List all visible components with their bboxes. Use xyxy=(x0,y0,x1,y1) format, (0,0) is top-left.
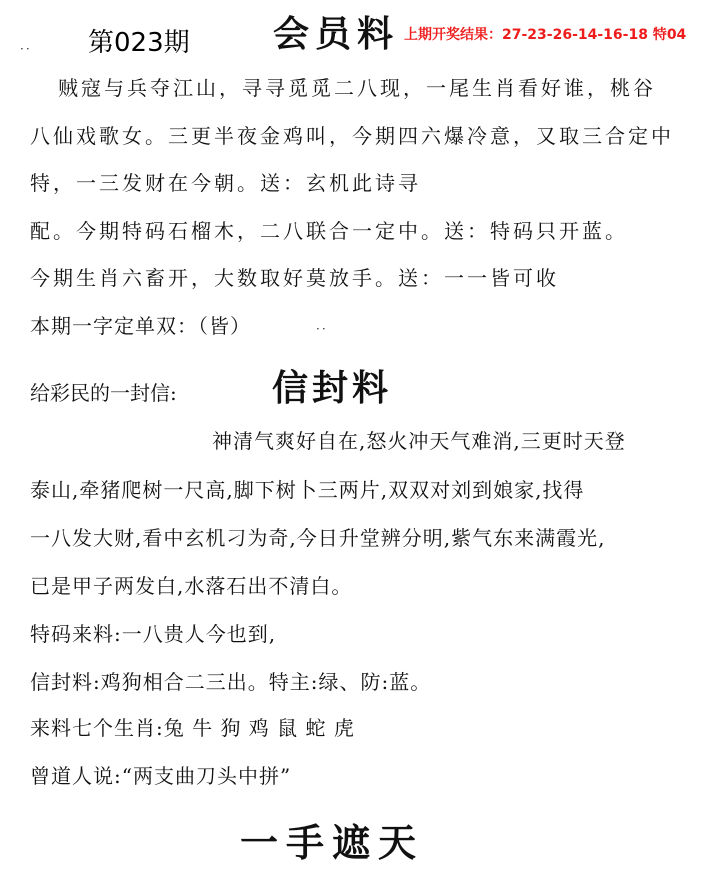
letter-line: 来料七个生肖:兔 牛 狗 鸡 鼠 蛇 虎 xyxy=(30,716,355,740)
letter-line: 一八发大财,看中玄机刁为奇,今日升堂辨分明,紫气东来满霞光, xyxy=(30,526,606,550)
last-draw-result: 上期开奖结果：27-23-26-14-16-18 特04 xyxy=(404,27,687,43)
stray-dots: ·· xyxy=(20,42,32,56)
stray-dots: ·· xyxy=(316,322,328,336)
letter-line: 曾道人说:“两支曲刀头中拼” xyxy=(30,764,292,788)
letter-line: 特码来料:一八贵人今也到, xyxy=(30,622,277,646)
member-line: 今期生肖六畜开，大数取好莫放手。送：一一皆可收 xyxy=(30,266,559,290)
member-material-title: 会员料 xyxy=(273,13,400,55)
one-hand-covers-sky-title: 一手遮天 xyxy=(240,820,425,865)
letter-material-title: 信封料 xyxy=(272,367,393,409)
letter-line: 泰山,牵猪爬树一尺高,脚下树卜三两片,双双对刘到娘家,找得 xyxy=(30,478,585,502)
member-line: 本期一字定单双：（皆） xyxy=(30,314,251,338)
letter-line: 已是甲子两发白,水落石出不清白。 xyxy=(30,574,353,598)
member-line: 配。今期特码石榴木，二八联合一定中。送：特码只开蓝。 xyxy=(30,219,628,243)
member-line: 八仙戏歌女。三更半夜金鸡叫，今期四六爆冷意，又取三合定中 xyxy=(30,124,674,148)
letter-line: 神清气爽好自在,怒火冲天气难消,三更时天登 xyxy=(212,429,626,453)
member-line: 特，一三发财在今朝。送：玄机此诗寻 xyxy=(30,171,421,195)
letter-line: 信封料:鸡狗相合二三出。特主:绿、防:蓝。 xyxy=(30,670,432,694)
member-line: 贼寇与兵夺江山，寻寻觅觅二八现，一尾生肖看好谁，桃谷 xyxy=(58,76,656,100)
issue-number: 第023期 xyxy=(88,28,190,58)
letter-intro: 给彩民的一封信: xyxy=(30,381,177,405)
